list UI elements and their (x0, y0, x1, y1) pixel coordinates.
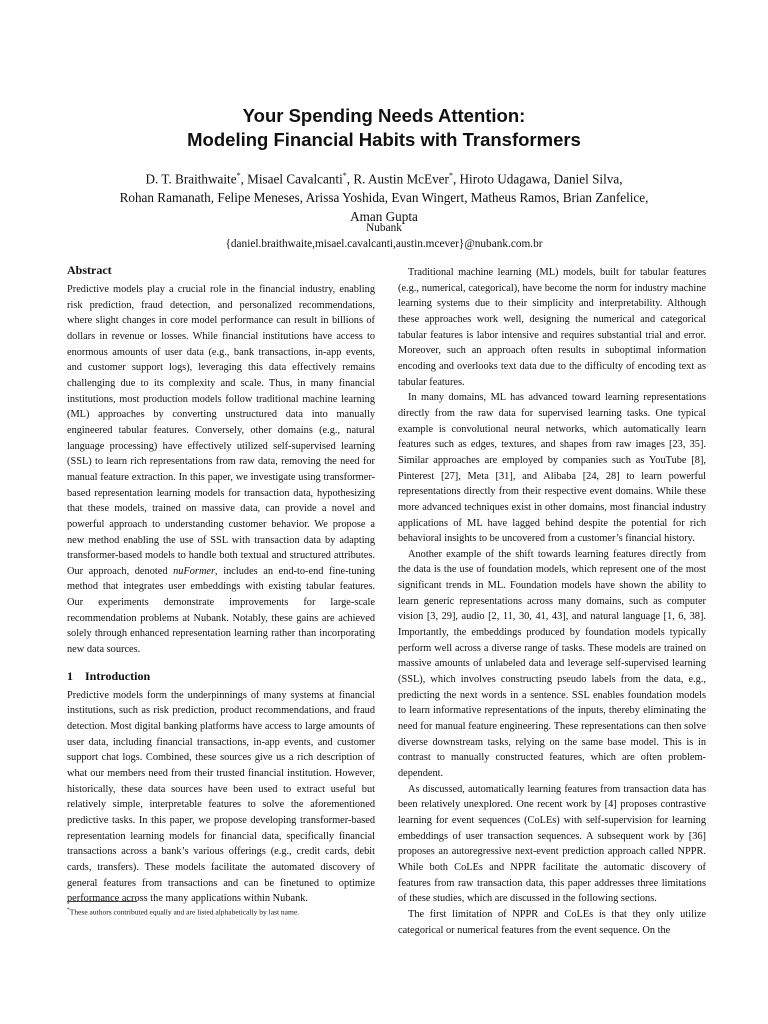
equal-contribution-mark: * (448, 171, 453, 180)
equal-contribution-mark: * (236, 171, 241, 180)
intro-paragraph-3: In many domains, ML has advanced toward learning representations directly from the raw data for supervised learning tasks. One typical example is convolutional neural networks, which automatically learn features such as edges, textures, and shapes from raw images [23, 35]. Similar approaches are employed by companies such as YouTube [8], Pinterest [27], Meta [31], and Alibaba [24, 28] to learn powerful representations directly from their respective event domains. While these more advanced techniques exist in other domains, most financial industry applications of ML have lagged behind despite the potential for rich behavioral insights to be uncovered from a customer’s financial history. (398, 392, 706, 545)
footnote-text: These authors contributed equally and are listed alphabetically by last name. (69, 907, 300, 917)
abstract-text-part: Predictive models play a crucial role in the financial industry, enabling risk prediction, fraud detection, and personalized recommendations, where slight changes in core model performance can result in billions of dollars in revenue or losses. While financial institutions have access to enormous amounts of user data (e.g., bank transactions, in-app events, and customer support logs), leveraging this data effectively remains challenging due to its complexity and scale. Thus, in many financial institutions, most production models follow traditional machine learning (ML) approaches by converting unstructured data into manually engineered tabular features. Conversely, other domains (e.g., natural language processing) have effectively utilized self-supervised learning (SSL) to learn rich representations from raw data, removing the need for manual feature extraction. In this paper, we investigate using transformer-based representation learning models for transaction data, hypothesizing that these models, trained on massive data, can provide a novel and powerful approach to understanding customer behavior. We propose a new method enabling the use of SSL with transaction data by adapting transformer-based models to handle both textual and structured attributes. Our approach, denoted (67, 284, 375, 577)
authors-line-3: Aman Gupta (350, 209, 418, 225)
author-name: D. T. Braithwaite (145, 171, 237, 187)
footnote-divider (67, 901, 137, 902)
intro-paragraph-4: Another example of the shift towards learning features directly from the data is the use of foundation models, which represent one of the most significant trends in ML. Foundation models have shown the ability to learn generic representations across many domains, such as computer vision [3, 29], audio [2, 11, 30, 41, 43], and natural language [1, 6, 38]. Importantly, the embeddings produced by foundation models typically perform well across a diverse range of tasks. These models are trained on massive amounts of unlabeled data and leverage self-supervised learning (SSL), which involves constructing pseudo labels from the data, e.g., predicting the next words in a sentence. SSL enables foundation models to learn informative representations of the inputs, thereby eliminating the need for manual feature engineering. These representations can then solve diverse downstream tasks, relying on the same base model. This is in contrast to manually constructed features, which are often problem-dependent. (398, 548, 706, 779)
title-line-1: Your Spending Needs Attention: (242, 105, 526, 126)
section-number: 1 (67, 668, 73, 683)
method-name: nuFormer (173, 565, 216, 577)
introduction-paragraph-1: Predictive models form the underpinnings of many systems at financial institutions, such as risk prediction, product recommendations, and fraud detection. Most digital banking platforms have access to large amounts of user data, including financial transactions, in-app events, and customer support chat logs. Combined, these sources give us a rich description of what our members need from their trusted financial institution. However, historically, these data sources have been used to extract useful but relatively simple, interpretable features to solve the aforementioned predictive tasks. In this paper, we propose developing transformer-based representation learning models for financial data, specifically financial transactions across a bank’s various offerings (e.g., credit cards, debit cards, transfers). These models facilitate the automated discovery of general features from transactions and can be finetuned to optimize performance across the many applications within Nubank. (67, 689, 375, 905)
abstract-text (67, 282, 375, 658)
left-column (67, 262, 375, 907)
intro-paragraph-2: Traditional machine learning (ML) models, built for tabular features (e.g., numerical, categorical), have become the norm for industry machine learning systems due to their simplicity and interpretability. Although these approaches work well, designing the numerical and categorical tabular features is labor intensive and requires substantial trial and error. Moreover, such an approach often results in suboptimal information encoding and overlooks text data due to the difficulty of encoding text as tabular features. (398, 267, 706, 388)
author-name: , R. Austin McEver (346, 171, 449, 187)
introduction-heading (67, 668, 375, 684)
author-list (0, 166, 768, 226)
abstract-text-part: , includes an end-to-end fine-tuning method that integrates user embeddings with existing tabular features. Our experiments demonstrate improvements for large-scale recommendation problems at Nubank. Notably, these gains are achieved solely through enhanced representation learning rather than incorporating new data sources. (67, 565, 375, 656)
affiliation: Nubank (366, 222, 402, 234)
paper-title (0, 104, 768, 152)
abstract-heading: Abstract (67, 263, 112, 277)
intro-paragraph-5: As discussed, automatically learning features from transaction data has been relatively unexplored. One recent work by [4] proposes contrastive learning for event sequences (CoLEs) with self-supervision for learning embeddings of user transaction sequences. A subsequent work by [36] proposes an autoregressive next-event prediction approach called NPPR. While both CoLEs and NPPR facilitate the automatic discovery of features from raw transaction data, this paper addresses three limitations of these studies, which are discussed in the following sections. (398, 783, 706, 905)
footnote (67, 905, 375, 918)
section-title: Introduction (85, 668, 151, 683)
intro-paragraph-6: The first limitation of NPPR and CoLEs is that they only utilize categorical or numerical features from the event sequence. On the (398, 908, 706, 936)
author-name: , Hiroto Udagawa, Daniel Silva, (452, 171, 623, 187)
right-column (398, 265, 706, 938)
author-emails: {daniel.braithwaite,misael.cavalcanti,austin.mcever}@nubank.com.br (225, 238, 543, 250)
title-line-2: Modeling Financial Habits with Transformers (187, 129, 581, 150)
authors-line-2: Rohan Ramanath, Felipe Meneses, Arissa Yoshida, Evan Wingert, Matheus Ramos, Brian Zanfelice, (119, 190, 649, 206)
footnote-marker: * (67, 907, 70, 913)
authors-line-1 (0, 166, 768, 188)
author-name: , Misael Cavalcanti (240, 171, 343, 187)
affiliation-block (0, 220, 768, 252)
equal-contribution-mark: * (342, 171, 347, 180)
